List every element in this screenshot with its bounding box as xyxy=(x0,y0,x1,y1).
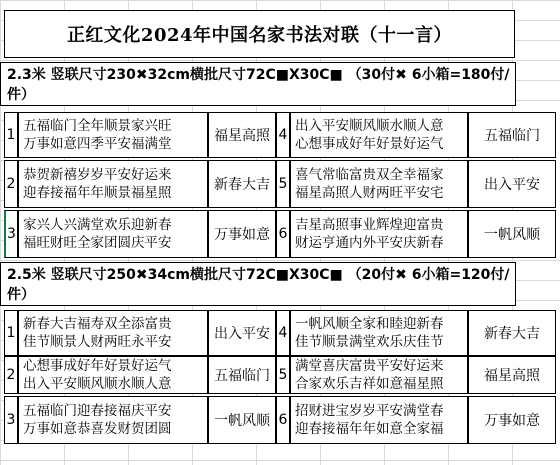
table-row xyxy=(4,396,560,444)
horizontal-scroll-left[interactable]: 福星高照 xyxy=(208,112,276,158)
couplet-line-lower: 合家欢乐吉祥如意福星照 xyxy=(295,376,444,392)
couplet-left[interactable] xyxy=(18,310,208,356)
couplet-right[interactable] xyxy=(290,310,468,356)
horizontal-scroll-right[interactable]: 出入平安 xyxy=(468,160,556,208)
couplet-line-upper: 出入平安顺风顺水顺人意 xyxy=(295,118,444,134)
couplet-right[interactable] xyxy=(290,356,468,394)
couplet-left[interactable] xyxy=(18,112,208,158)
horizontal-scroll-right[interactable]: 万事如意 xyxy=(468,396,556,444)
table-row xyxy=(4,112,560,158)
couplet-left[interactable] xyxy=(18,396,208,444)
row-number-right[interactable]: 6 xyxy=(276,210,290,258)
couplet-left[interactable] xyxy=(18,356,208,394)
row-number-right[interactable]: 4 xyxy=(276,112,290,158)
couplet-right[interactable] xyxy=(290,112,468,158)
spec-row-2-5m[interactable]: 2.5米 竖联尺寸250✖34cm横批尺寸72C■X30C■ （20付✖ 6小箱=120付/件） xyxy=(0,262,516,306)
couplet-line-lower: 佳节顺景满堂欢乐庆佳节 xyxy=(295,334,444,350)
couplet-right[interactable] xyxy=(290,396,468,444)
horizontal-scroll-left[interactable]: 新春大吉 xyxy=(208,160,276,208)
couplet-line-upper: 心想事成好年好景好运气 xyxy=(23,358,172,374)
couplet-line-lower: 万事如意恭喜发财贺团圆 xyxy=(23,421,172,437)
couplet-line-lower: 心想事成好年好景好运气 xyxy=(295,136,444,152)
row-number-left[interactable]: 3 xyxy=(4,210,18,258)
horizontal-scroll-right[interactable]: 一帆风顺 xyxy=(468,210,556,258)
couplet-line-lower: 福星高照人财两旺平安宅 xyxy=(295,185,444,201)
couplet-line-upper: 吉星高照事业辉煌迎富贵 xyxy=(295,217,444,233)
couplet-line-lower: 万事如意四季平安福满堂 xyxy=(23,136,172,152)
table-row xyxy=(4,160,560,208)
couplet-line-upper: 五福临门全年顺景家兴旺 xyxy=(23,118,172,134)
table-row xyxy=(4,310,560,356)
spec-row-2-3m[interactable]: 2.3米 竖联尺寸230✖32cm横批尺寸72C■X30C■ （30付✖ 6小箱=180付/件） xyxy=(0,62,516,106)
row-number-left[interactable]: 1 xyxy=(4,112,18,158)
row-number-left[interactable]: 2 xyxy=(4,356,18,394)
couplet-line-upper: 一帆风顺全家和睦迎新春 xyxy=(295,316,444,332)
row-number-left[interactable]: 3 xyxy=(4,396,18,444)
couplet-line-lower: 出入平安顺风顺水顺人意 xyxy=(23,376,172,392)
row-number-right[interactable]: 6 xyxy=(276,396,290,444)
couplet-left[interactable] xyxy=(18,210,208,258)
row-number-right[interactable]: 4 xyxy=(276,310,290,356)
couplet-right[interactable] xyxy=(290,160,468,208)
row-number-right[interactable]: 5 xyxy=(276,356,290,394)
row-number-left[interactable]: 1 xyxy=(4,310,18,356)
horizontal-scroll-left[interactable]: 五福临门 xyxy=(208,356,276,394)
couplet-line-lower: 迎春接福年年如意全家福 xyxy=(295,421,444,437)
row-number-left[interactable]: 2 xyxy=(4,160,18,208)
couplet-left[interactable] xyxy=(18,160,208,208)
couplet-line-upper: 五福临门迎春接福庆平安 xyxy=(23,403,172,419)
couplet-line-upper: 满堂喜庆富贵平安好运来 xyxy=(295,358,444,374)
horizontal-scroll-right[interactable]: 福星高照 xyxy=(468,356,556,394)
couplet-line-upper: 喜气常临富贵双全幸福家 xyxy=(295,167,444,183)
table-row xyxy=(4,356,560,394)
couplet-line-upper: 家兴人兴满堂欢乐迎新春 xyxy=(23,217,172,233)
table-row xyxy=(4,210,560,258)
horizontal-scroll-left[interactable]: 出入平安 xyxy=(208,310,276,356)
couplet-line-lower: 福旺财旺全家团圆庆平安 xyxy=(23,235,172,251)
row-number-right[interactable]: 5 xyxy=(276,160,290,208)
couplet-right[interactable] xyxy=(290,210,468,258)
couplet-line-upper: 招财进宝岁岁平安满堂春 xyxy=(295,403,444,419)
horizontal-scroll-right[interactable]: 五福临门 xyxy=(468,112,556,158)
horizontal-scroll-left[interactable]: 万事如意 xyxy=(208,210,276,258)
sheet-title[interactable]: 正红文化2024年中国名家书法对联（十一言） xyxy=(4,10,515,58)
couplet-line-lower: 财运亨通内外平安庆新春 xyxy=(295,235,444,251)
couplet-line-upper: 新春大吉福寿双全添富贵 xyxy=(23,316,172,332)
couplet-line-lower: 迎春接福年年顺景福星照 xyxy=(23,185,172,201)
couplet-line-lower: 佳节顺景人财两旺永平安 xyxy=(23,334,172,350)
horizontal-scroll-right[interactable]: 新春大吉 xyxy=(468,310,556,356)
couplet-line-upper: 恭贺新禧岁岁平安好运来 xyxy=(23,167,172,183)
horizontal-scroll-left[interactable]: 一帆风顺 xyxy=(208,396,276,444)
